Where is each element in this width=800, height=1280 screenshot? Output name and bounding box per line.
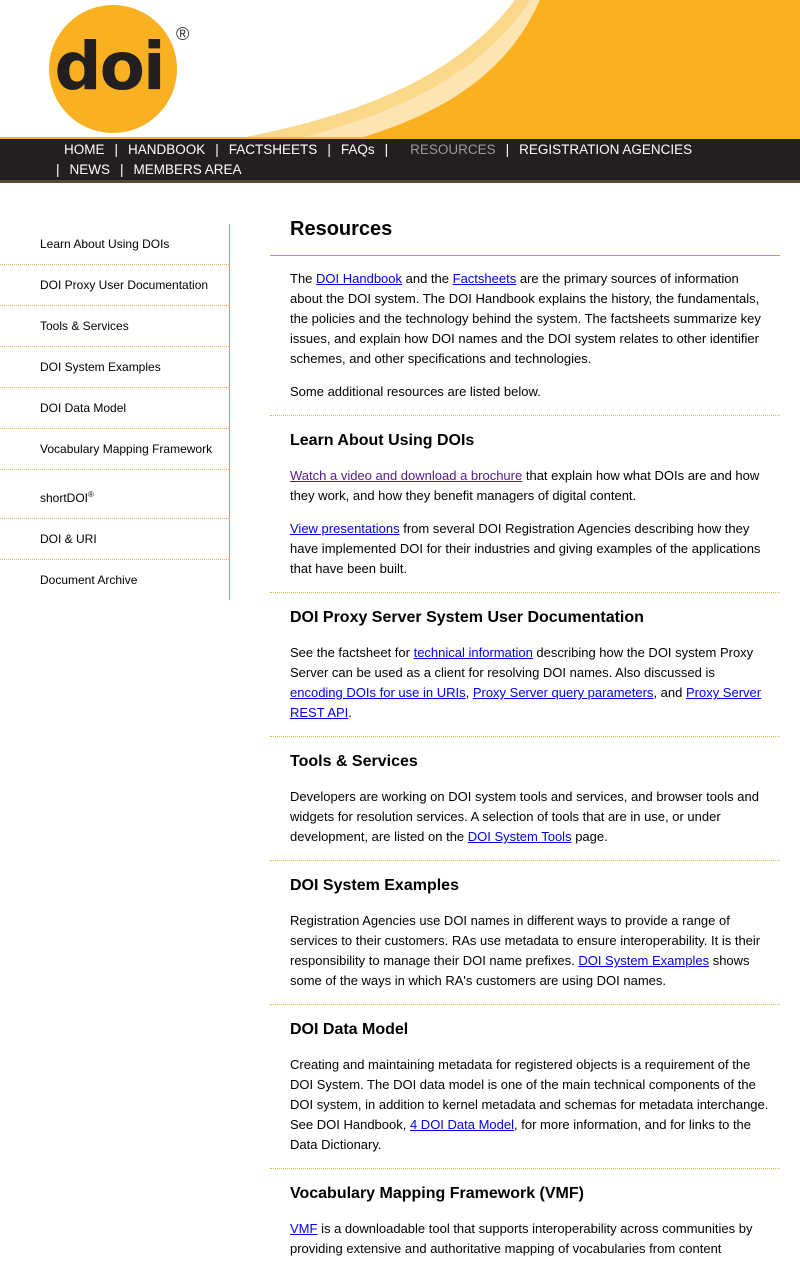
nav-home[interactable]: HOME [64,142,105,157]
doi-system-examples-link[interactable]: DOI System Examples [578,953,710,968]
section-heading: DOI System Examples [290,877,459,894]
tools-section [270,753,780,861]
nav-row-1 [64,142,692,157]
intro-section [270,256,780,416]
proxy-paragraph [290,643,770,723]
vmf-link[interactable]: VMF [290,1221,318,1236]
doi-data-model-link[interactable]: 4 DOI Data Model [409,1117,515,1132]
examples-paragraph [290,911,770,991]
sidebar-item-doi-proxy-user-documentation[interactable]: DOI Proxy User Documentation [0,265,229,306]
proxy-query-parameters-link[interactable]: Proxy Server query parameters [472,685,654,700]
text: shows some of the ways in which RA's customers are using DOI names. [290,953,750,988]
text: and the [402,271,453,286]
sidebar-item-document-archive[interactable]: Document Archive [40,573,138,587]
nav-separator: | [327,142,331,157]
registered-mark: ® [176,24,190,44]
sidebar [0,224,230,600]
text: from several DOI Registration Agencies describing how they have implemented DOI for their industries and giving examples of the applications that have been built. [290,521,761,576]
nav-separator: | [215,142,219,157]
intro-note: Some additional resources are listed below. [290,384,541,399]
main-content [270,204,780,1272]
nav-separator: | [505,142,510,157]
text: describing how the DOI system Proxy Server can be used as a client for resolving DOI names. Also discussed is [290,645,754,680]
data-model-section [270,1021,780,1169]
examples-section [270,877,780,1005]
site-header [0,0,800,138]
text: , for more information, and for links to the Data Dictionary. [290,1117,752,1152]
svg-text:doi: doi [54,28,164,105]
proxy-section [270,609,780,737]
doi-system-tools-link[interactable]: DOI System Tools [467,829,572,844]
text: . [348,705,352,720]
encoding-dois-link[interactable]: encoding DOIs for use in URIs [290,685,466,700]
nav-registration-agencies[interactable]: REGISTRATION AGENCIES [519,142,693,157]
text: , and [653,685,686,700]
sidebar-item-vocabulary-mapping-framework[interactable]: Vocabulary Mapping Framework [0,429,229,470]
sidebar-item-doi-data-model[interactable]: DOI Data Model [0,388,229,429]
factsheets-link[interactable]: Factsheets [452,271,517,286]
nav-separator: | [384,142,389,157]
page-title: Resources [290,218,393,240]
technical-information-link[interactable]: technical information [413,645,533,660]
vmf-paragraph [290,1219,770,1259]
text: is a downloadable tool that supports interoperability across communities by providing extensive and authoritative mapping of vocabularies from content [290,1221,753,1256]
registered-mark: ® [88,490,94,499]
section-heading: Tools & Services [290,753,418,770]
nav-separator: | [120,162,124,177]
main-navigation [0,137,800,183]
nav-news[interactable]: NEWS [69,162,111,177]
learn-paragraph-2 [290,519,770,579]
text: See the factsheet for [290,645,414,660]
nav-resources[interactable]: RESOURCES [410,142,496,157]
nav-members-area[interactable]: MEMBERS AREA [133,162,242,177]
text: The [290,271,317,286]
data-model-paragraph [290,1055,770,1155]
text: Creating and maintaining metadata for registered objects is a requirement of the DOI System. The DOI data model is one of the main technical components of the DOI system, in addition to kernel metadata and schemas for metadata interchange. See DOI Handbook, [290,1057,769,1132]
sidebar-item-doi-uri[interactable]: DOI & URI [0,519,229,560]
nav-separator: | [56,162,60,177]
sidebar-item-label: shortDOI [40,491,89,505]
nav-faqs[interactable]: FAQs [340,142,375,157]
text: Developers are working on DOI system tools and services, and browser tools and widgets for resolution services. A selection of tools that are in use, or under development, are listed on the [290,789,759,844]
view-presentations-link[interactable]: View presentations [290,521,400,536]
nav-handbook[interactable]: HANDBOOK [128,142,206,157]
doi-logo[interactable] [48,4,178,134]
text: that explain how what DOIs are and how they work, and how they benefit managers of digital content. [290,468,760,503]
section-heading: Learn About Using DOIs [290,432,475,449]
watch-video-link[interactable]: Watch a video and download a brochure [290,468,523,483]
text: page. [571,829,608,844]
doi-handbook-link[interactable]: DOI Handbook [316,271,403,286]
sidebar-item-learn-about-using-dois[interactable]: Learn About Using DOIs [0,224,229,265]
nav-row-2 [56,162,242,177]
learn-section [270,432,780,593]
sidebar-item-doi-system-examples[interactable]: DOI System Examples [0,347,229,388]
text: Registration Agencies use DOI names in different ways to provide a range of services to their customers. RAs use metadata to ensure interoperability. It is their responsibility to manage their DOI name prefixes. [290,913,761,968]
learn-paragraph-1 [290,466,770,506]
section-heading: DOI Data Model [290,1021,409,1038]
intro-paragraph [290,269,770,369]
vmf-section [270,1185,780,1259]
page-title-block [270,218,780,241]
section-heading: DOI Proxy Server System User Documentation [290,609,644,626]
text: , [465,685,473,700]
tools-paragraph [290,787,770,847]
sidebar-item-tools-services[interactable]: Tools & Services [0,306,229,347]
nav-factsheets[interactable]: FACTSHEETS [228,142,318,157]
section-heading: Vocabulary Mapping Framework (VMF) [290,1185,584,1202]
sidebar-item-shortdoi[interactable] [0,470,229,519]
proxy-rest-api-link[interactable]: Proxy Server REST API [290,685,762,720]
text: are the primary sources of information about the DOI system. The DOI Handbook explains the history, the fundamentals, the policies and the technology behind the system. The factsheets summarize key issues, and explain how DOI names and the DOI system relates to other identifier schemes, and other specifications and technologies. [290,271,761,366]
nav-separator: | [114,142,119,157]
